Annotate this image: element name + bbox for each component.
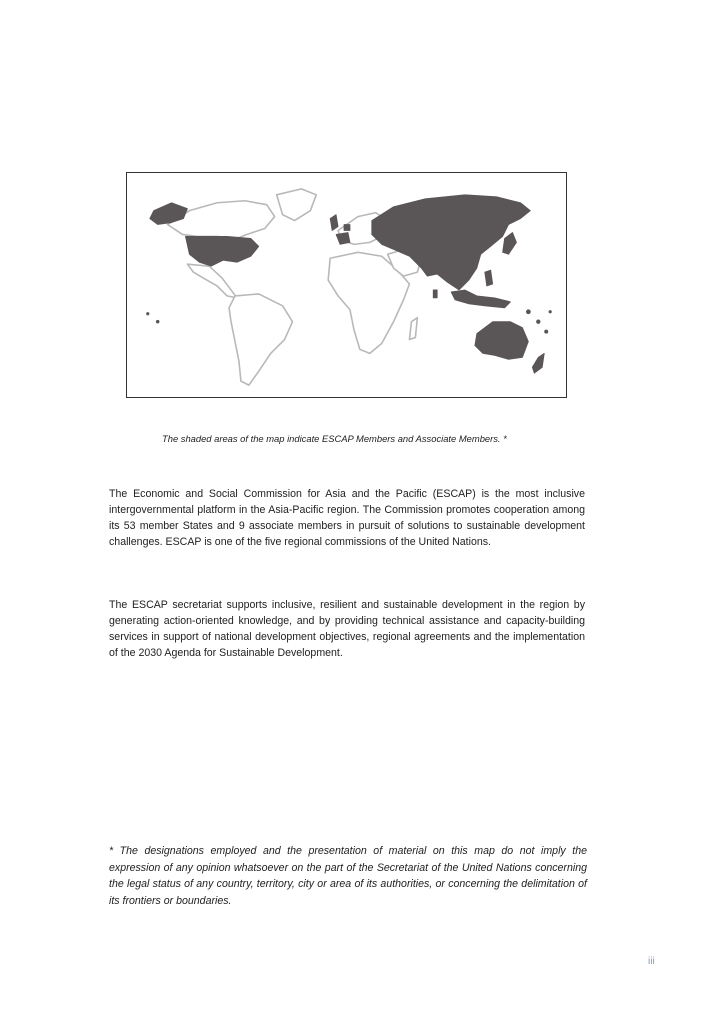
japan-shaded — [503, 232, 517, 254]
page-number: iii — [648, 956, 655, 967]
central-america-outline — [187, 264, 237, 298]
pacific-island-shaded — [549, 311, 551, 313]
madagascar-outline — [409, 318, 417, 340]
new-zealand-shaded — [532, 353, 544, 373]
pacific-island-shaded — [156, 320, 159, 323]
indonesia-shaded — [451, 290, 510, 308]
intro-paragraph: The Economic and Social Commission for Asia and the Pacific (ESCAP) is the most inclusive intergovernmental platform in the Asia-Pacific region. The Commission promotes cooperation among its 53 member States and 9 associate members in pursuit of solutions to sustainable development challenges. ESCAP is one of the five regional commissions of the United Nations. — [109, 488, 585, 548]
world-map-graphic — [127, 173, 566, 397]
france-shaded — [336, 232, 350, 244]
pacific-island-shaded — [545, 330, 548, 333]
canada-outline — [168, 201, 275, 239]
map-disclaimer-footnote: * The designations employed and the presentation of material on this map do not imply the expression of any opinion whatsoever on the part of the Secretariat of the United Nations concerning the legal status of any country, territory, city or area of its authorities, or concerning the delimitation of its frontiers or boundaries. — [109, 845, 587, 907]
pacific-island-shaded — [147, 313, 149, 315]
united-states-shaded — [185, 236, 258, 266]
united-kingdom-shaded — [330, 215, 338, 231]
secretariat-paragraph: The ESCAP secretariat supports inclusive, resilient and sustainable development in the region by generating action-oriented knowledge, and by providing technical assistance and capacity-building services in support of national development objectives, regional agreements and the implementation of the 2030 Agenda for Sustainable Development. — [109, 599, 585, 659]
pacific-island-shaded — [537, 320, 541, 324]
pacific-island-shaded — [526, 310, 530, 314]
south-america-outline — [229, 294, 292, 385]
sri-lanka-shaded — [433, 290, 437, 298]
escap-world-map — [126, 172, 567, 398]
australia-shaded — [475, 322, 529, 360]
philippines-shaded — [485, 270, 493, 286]
greenland-outline — [277, 189, 317, 221]
netherlands-shaded — [344, 225, 350, 231]
map-caption: The shaded areas of the map indicate ESCAP Members and Associate Members. * — [162, 433, 507, 444]
